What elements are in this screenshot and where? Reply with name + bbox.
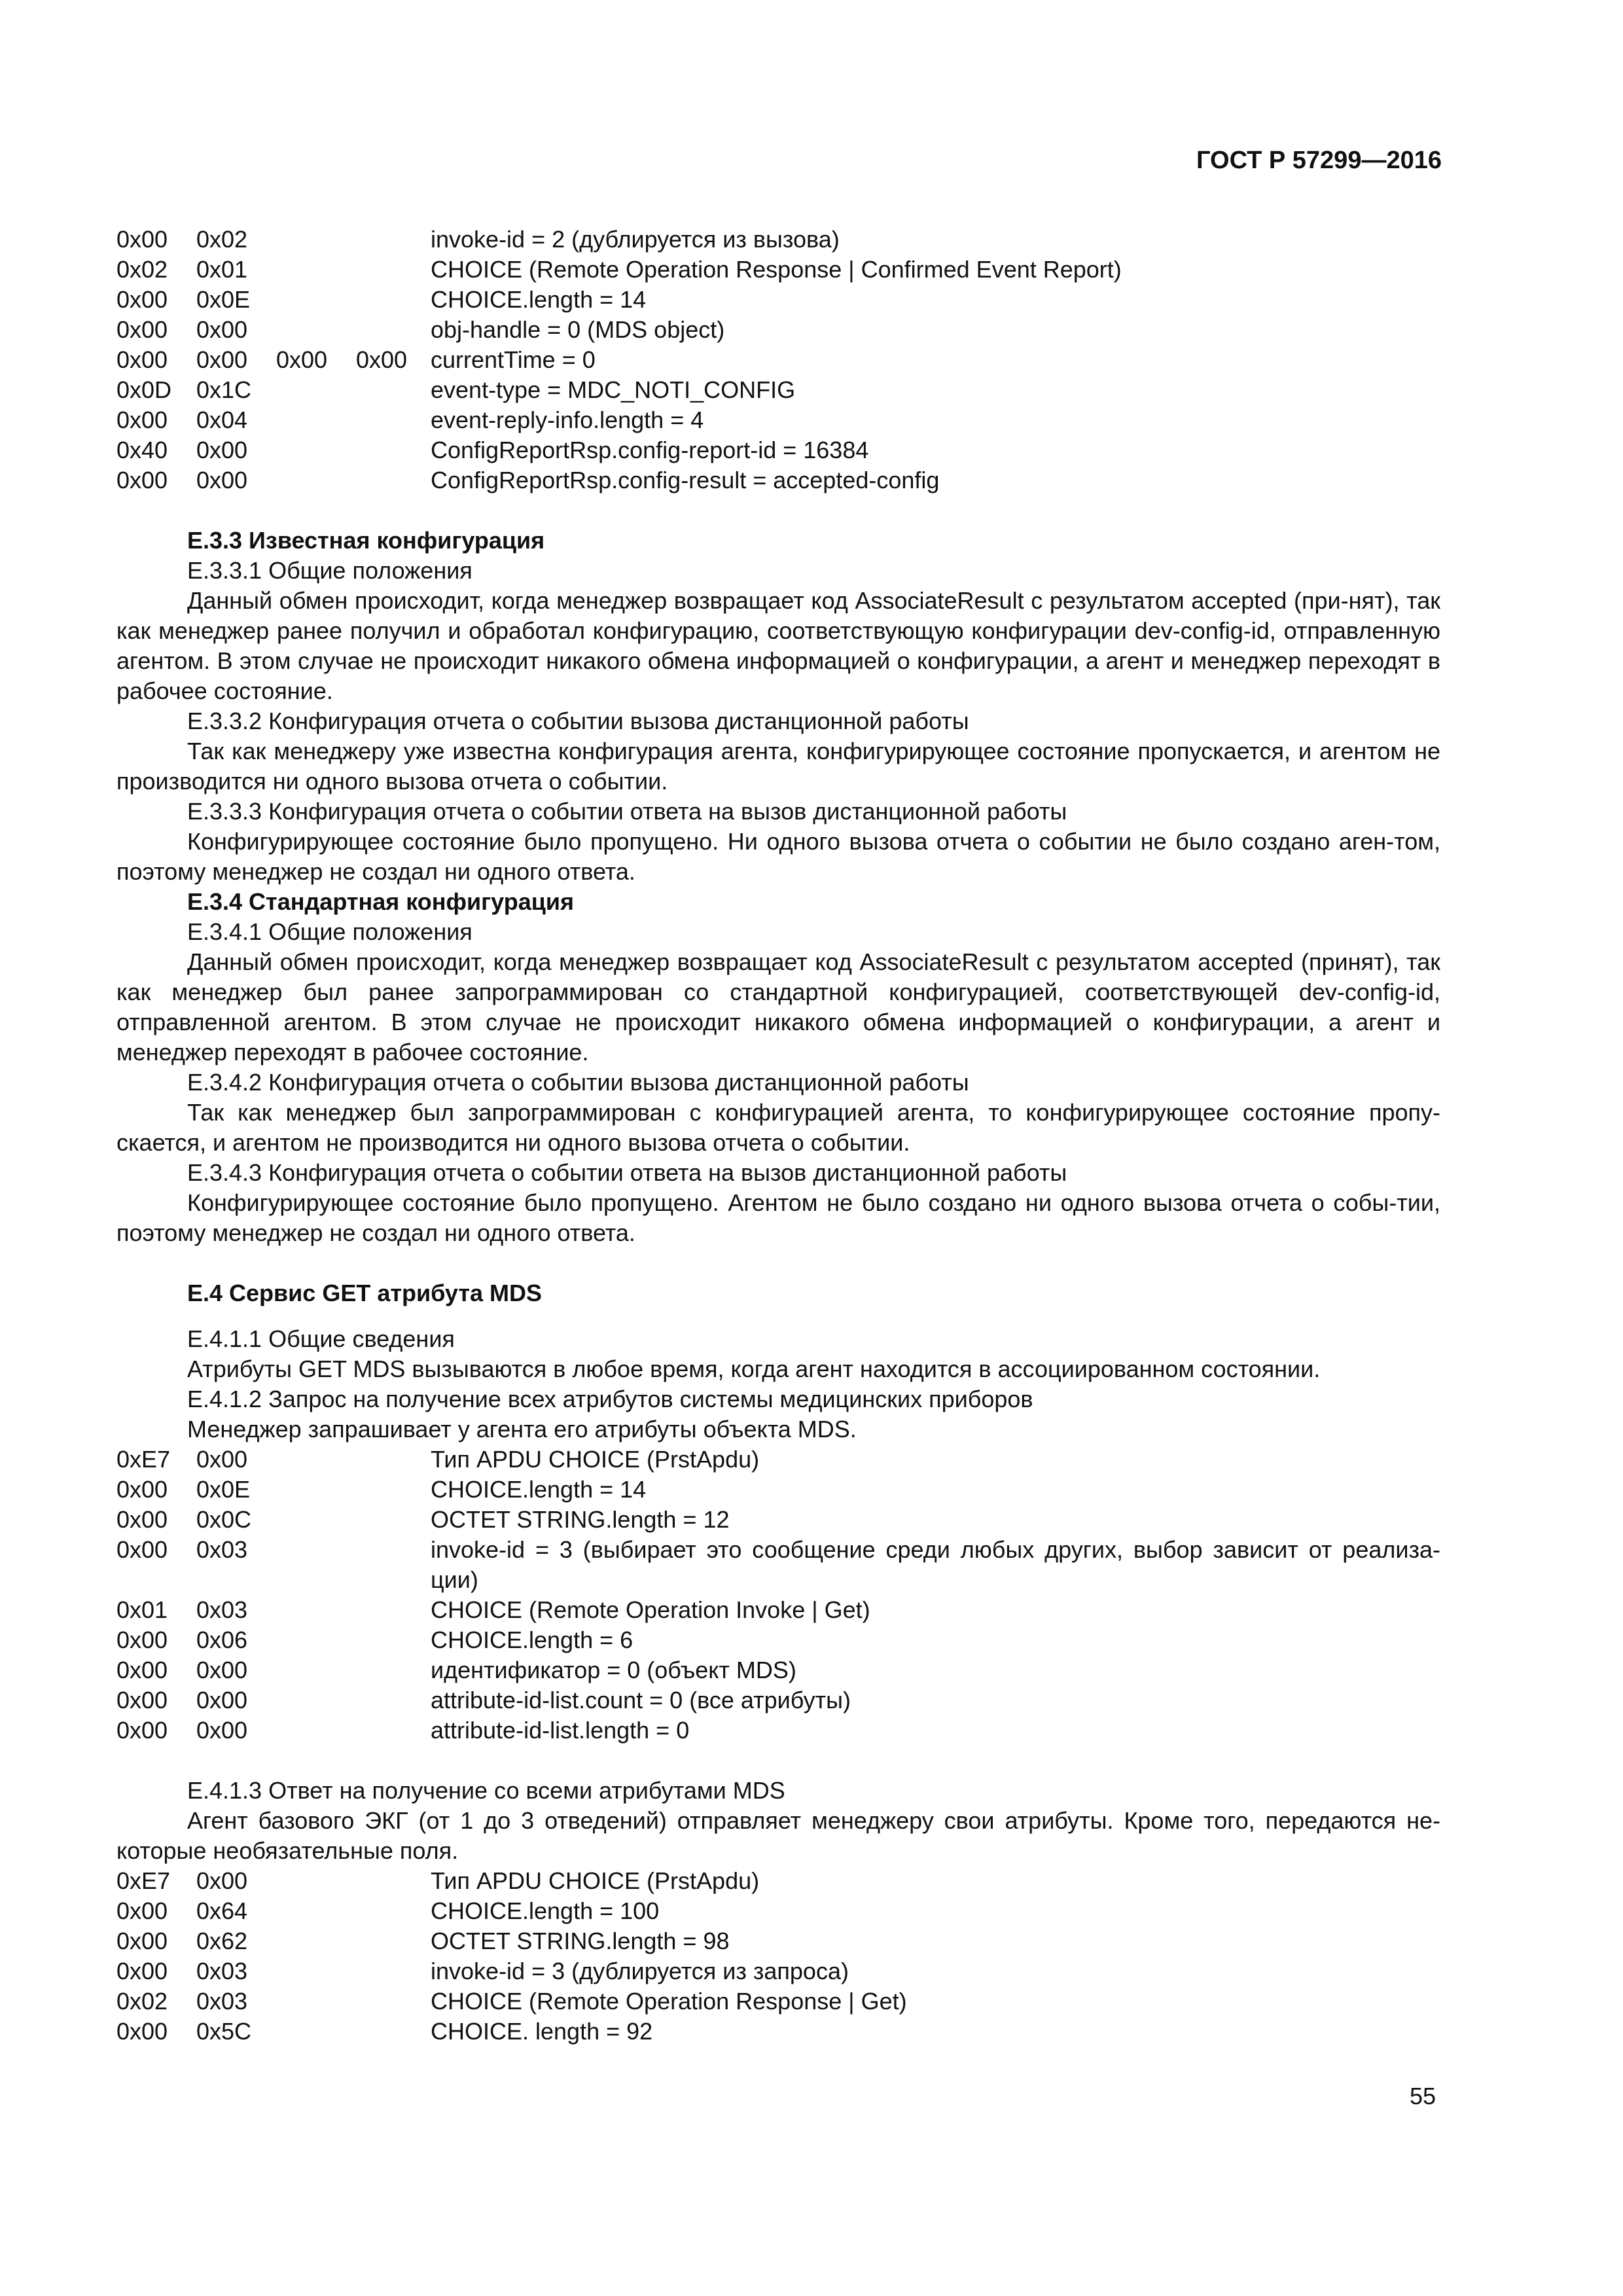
subsection-title-e-4-1-3: E.4.1.3 Ответ на получение со всеми атрибутами MDS (187, 1777, 785, 1804)
subsection-title-e-3-3-2: E.3.3.2 Конфигурация отчета о событии вызова дистанционной работы (187, 708, 969, 734)
byte-4: 0x00 (356, 346, 408, 373)
table-row (116, 465, 1440, 495)
byte-1: 0x00 (116, 316, 168, 343)
field-description: invoke-id = 3 (дублируется из запроса) (431, 1958, 849, 1984)
byte-2: 0x00 (196, 437, 248, 463)
paragraph: Данный обмен происходит, когда менеджер возвращает код AssociateResult с результатом accepted (при-нят), так как менеджер ранее получил и обработал конфигурацию, соответствующую конфигурации dev-config-id, отправленную агентом. В этом случае не происходит никакого обмена информацией о конфигурации, а агент и менеджер переходят в рабочее состояние. (116, 587, 1440, 704)
subsection-title-e-4-1-1: E.4.1.1 Общие сведения (187, 1325, 455, 1352)
table-row (116, 315, 1440, 345)
table-row (116, 345, 1440, 375)
byte-2: 0x03 (196, 1988, 248, 2015)
field-description: invoke-id = 2 (дублируется из вызова) (431, 226, 840, 253)
field-description: currentTime = 0 (431, 346, 596, 373)
field-description: CHOICE.length = 6 (431, 1626, 633, 1653)
paragraph: Конфигурирующее состояние было пропущено. Агентом не было создано ни одного вызова отчета о собы-тии, поэтому менеджер не создал ни одного ответа. (116, 1189, 1440, 1246)
byte-2: 0x03 (196, 1596, 248, 1623)
table-row (116, 1505, 1440, 1535)
byte-2: 0x00 (196, 467, 248, 493)
table-row (116, 1595, 1440, 1625)
table-row (116, 285, 1440, 315)
byte-1: 0x00 (116, 1687, 168, 1713)
byte-1: 0x00 (116, 1536, 168, 1563)
table-row (116, 1444, 1440, 1475)
byte-1: 0x00 (116, 1928, 168, 1954)
byte-1: 0x00 (116, 1626, 168, 1653)
subsection-title-e-3-4-3: E.3.4.3 Конфигурация отчета о событии ответа на вызов дистанционной работы (187, 1159, 1067, 1186)
byte-2: 0x01 (196, 256, 248, 283)
field-description: CHOICE (Remote Operation Response | Get) (431, 1988, 907, 2015)
section-heading-e-3-4: E.3.4 Стандартная конфигурация (187, 888, 574, 915)
byte-2: 0x0E (196, 286, 251, 313)
paragraph: Конфигурирующее состояние было пропущено. Ни одного вызова отчета о событии не было создано аген-том, поэтому менеджер не создал ни одного ответа. (116, 828, 1440, 885)
byte-1: 0x40 (116, 437, 168, 463)
byte-1: 0xE7 (116, 1867, 171, 1894)
table-row (116, 1655, 1440, 1685)
paragraph: Так как менеджер был запрограммирован с конфигурацией агента, то конфигурирующее состояние пропу-скается, и агентом не производится ни одного вызова отчета о событии. (116, 1099, 1440, 1156)
field-description: attribute-id-list.count = 0 (все атрибуты) (431, 1687, 851, 1713)
table-row (116, 405, 1440, 435)
byte-1: 0x02 (116, 256, 168, 283)
table-row (116, 1926, 1440, 1956)
field-description: obj-handle = 0 (MDS object) (431, 316, 725, 343)
byte-1: 0x00 (116, 1897, 168, 1924)
table-row (116, 1625, 1440, 1655)
paragraph: Так как менеджеру уже известна конфигурация агента, конфигурирующее состояние пропускается, и агентом не производится ни одного вызова отчета о событии. (116, 738, 1440, 795)
byte-2: 0x00 (196, 1446, 248, 1473)
field-description: CHOICE. length = 92 (431, 2018, 653, 2045)
field-description: CHOICE (Remote Operation Response | Confirmed Event Report) (431, 256, 1122, 283)
table-row (116, 1866, 1440, 1896)
byte-1: 0x00 (116, 226, 168, 253)
paragraph: Данный обмен происходит, когда менеджер возвращает код AssociateResult с результатом accepted (принят), так как менеджер был ранее запрограммирован со стандартной конфигурацией, соответствующей dev-config-id, отправленной агентом. В этом случае не происходит никакого обмена информацией о конфигурации, а агент и менеджер переходят в рабочее состояние. (116, 948, 1440, 1066)
field-description: ConfigReportRsp.config-result = accepted-config (431, 467, 940, 493)
code-table-get-request (116, 1444, 1440, 1746)
byte-1: 0x0D (116, 376, 172, 403)
code-table-get-response (116, 1866, 1440, 2047)
byte-2: 0x5C (196, 2018, 252, 2045)
byte-1: 0x00 (116, 467, 168, 493)
field-description: CHOICE (Remote Operation Invoke | Get) (431, 1596, 870, 1623)
field-description: attribute-id-list.length = 0 (431, 1717, 690, 1744)
byte-1: 0x00 (116, 1476, 168, 1503)
field-description: Тип APDU CHOICE (PrstApdu) (431, 1446, 760, 1473)
byte-1: 0x00 (116, 346, 168, 373)
field-description: event-type = MDC_NOTI_CONFIG (431, 376, 796, 403)
byte-2: 0x0C (196, 1506, 252, 1533)
byte-2: 0x64 (196, 1897, 248, 1924)
section-heading-e-4: E.4 Сервис GET атрибута MDS (187, 1280, 542, 1306)
table-row (116, 1986, 1440, 2017)
byte-2: 0x62 (196, 1928, 248, 1954)
subsection-title-e-3-4-2: E.3.4.2 Конфигурация отчета о событии вызова дистанционной работы (187, 1069, 969, 1096)
byte-1: 0xE7 (116, 1446, 171, 1473)
byte-1: 0x00 (116, 1506, 168, 1533)
field-description: OCTET STRING.length = 98 (431, 1928, 730, 1954)
table-row (116, 1956, 1440, 1986)
field-description: invoke-id = 3 (выбирает это сообщение среди любых других, выбор зависит от реализа-ции) (431, 1536, 1440, 1593)
table-row (116, 1896, 1440, 1926)
table-row (116, 1715, 1440, 1746)
field-description: ConfigReportRsp.config-report-id = 16384 (431, 437, 869, 463)
table-row (116, 1685, 1440, 1715)
byte-1: 0x02 (116, 1988, 168, 2015)
table-row (116, 224, 1440, 255)
table-row (116, 1475, 1440, 1505)
field-description: CHOICE.length = 14 (431, 1476, 647, 1503)
byte-2: 0x04 (196, 406, 248, 433)
byte-2: 0x0E (196, 1476, 251, 1503)
byte-2: 0x03 (196, 1958, 248, 1984)
byte-2: 0x02 (196, 226, 248, 253)
field-description: CHOICE.length = 100 (431, 1897, 660, 1924)
byte-1: 0x00 (116, 406, 168, 433)
byte-1: 0x00 (116, 1958, 168, 1984)
byte-2: 0x00 (196, 316, 248, 343)
byte-1: 0x00 (116, 2018, 168, 2045)
table-row (116, 1535, 1440, 1595)
byte-2: 0x00 (196, 346, 248, 373)
table-row (116, 435, 1440, 465)
paragraph: Атрибуты GET MDS вызываются в любое время, когда агент находится в ассоциированном состоянии. (187, 1355, 1321, 1382)
page-content (116, 224, 1440, 2047)
subsection-title-e-3-4-1: E.3.4.1 Общие положения (187, 918, 473, 945)
byte-2: 0x00 (196, 1867, 248, 1894)
byte-3: 0x00 (276, 346, 328, 373)
byte-1: 0x00 (116, 286, 168, 313)
byte-2: 0x00 (196, 1687, 248, 1713)
table-row (116, 2017, 1440, 2047)
byte-1: 0x01 (116, 1596, 168, 1623)
byte-2: 0x00 (196, 1717, 248, 1744)
byte-2: 0x1C (196, 376, 252, 403)
code-table-event-report-response (116, 224, 1440, 495)
byte-2: 0x06 (196, 1626, 248, 1653)
byte-1: 0x00 (116, 1657, 168, 1683)
subsection-title-e-3-3-3: E.3.3.3 Конфигурация отчета о событии ответа на вызов дистанционной работы (187, 798, 1067, 825)
table-row (116, 375, 1440, 405)
field-description: event-reply-info.length = 4 (431, 406, 704, 433)
paragraph: Агент базового ЭКГ (от 1 до 3 отведений) отправляет менеджеру свои атрибуты. Кроме того, передаются не-которые необязательные поля. (116, 1807, 1440, 1864)
table-row (116, 255, 1440, 285)
field-description: идентификатор = 0 (объект MDS) (431, 1657, 796, 1683)
byte-2: 0x03 (196, 1536, 248, 1563)
field-description: OCTET STRING.length = 12 (431, 1506, 730, 1533)
byte-1: 0x00 (116, 1717, 168, 1744)
section-heading-e-3-3: E.3.3 Известная конфигурация (187, 527, 545, 554)
page-number: 55 (1409, 2083, 1436, 2109)
subsection-title-e-3-3-1: E.3.3.1 Общие положения (187, 557, 473, 584)
byte-2: 0x00 (196, 1657, 248, 1683)
subsection-title-e-4-1-2: E.4.1.2 Запрос на получение всех атрибутов системы медицинских приборов (187, 1386, 1033, 1412)
paragraph: Менеджер запрашивает у агента его атрибуты объекта MDS. (187, 1416, 857, 1443)
field-description: CHOICE.length = 14 (431, 286, 647, 313)
standard-designation: ГОСТ Р 57299—2016 (1196, 147, 1442, 174)
field-description: Тип APDU CHOICE (PrstApdu) (431, 1867, 760, 1894)
